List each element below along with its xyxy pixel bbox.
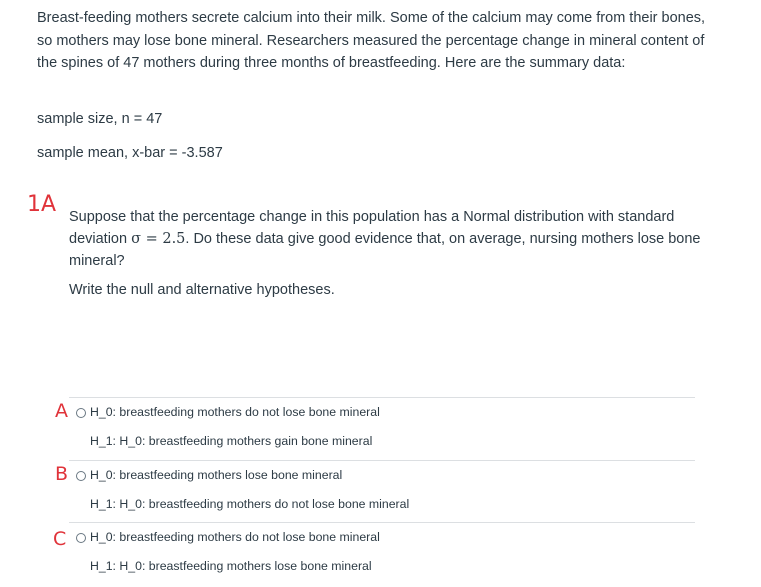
option-c-h1[interactable]: H_1: H_0: breastfeeding mothers lose bone mineral xyxy=(90,559,372,573)
option-b-h0[interactable]: H_0: breastfeeding mothers lose bone mineral xyxy=(90,468,343,482)
problem-intro: Breast-feeding mothers secrete calcium into their milk. Some of the calcium may come from their bones, so mothers may lose bone mineral. Researchers measured the percentage change in mineral content of the spines of 47 mothers during three months of breastfeeding. Here are the summary data: xyxy=(37,10,706,71)
option-a-radio[interactable] xyxy=(76,408,86,418)
option-divider xyxy=(69,397,695,398)
sample-size: sample size, n = 47 xyxy=(37,111,163,127)
sample-mean: sample mean, x-bar = -3.587 xyxy=(37,145,223,161)
question-post: . Do these data give good evidence that, on average, nursing mothers lose bone mineral? xyxy=(69,231,701,269)
instruction-text: Write the null and alternative hypotheses. xyxy=(69,282,335,298)
question-handwritten-label: 1A xyxy=(27,192,57,217)
option-a-h1[interactable]: H_1: H_0: breastfeeding mothers gain bone mineral xyxy=(90,434,373,448)
sigma-value: σ = 2.5 xyxy=(131,231,186,247)
question-text xyxy=(69,206,729,272)
option-b-handwritten-label: B xyxy=(55,463,69,485)
option-divider xyxy=(69,460,695,461)
option-b-radio[interactable] xyxy=(76,471,86,481)
option-a-h0[interactable]: H_0: breastfeeding mothers do not lose bone mineral xyxy=(90,405,380,419)
option-c-handwritten-label: C xyxy=(53,528,67,550)
option-c-radio[interactable] xyxy=(76,533,86,543)
option-divider xyxy=(69,522,695,523)
option-b-h1[interactable]: H_1: H_0: breastfeeding mothers do not lose bone mineral xyxy=(90,497,410,511)
option-c-h0[interactable]: H_0: breastfeeding mothers do not lose bone mineral xyxy=(90,530,380,544)
option-a-handwritten-label: A xyxy=(55,400,68,422)
question-pre: Suppose that the percentage change in this population has a Normal distribution with standard deviation xyxy=(69,209,675,247)
